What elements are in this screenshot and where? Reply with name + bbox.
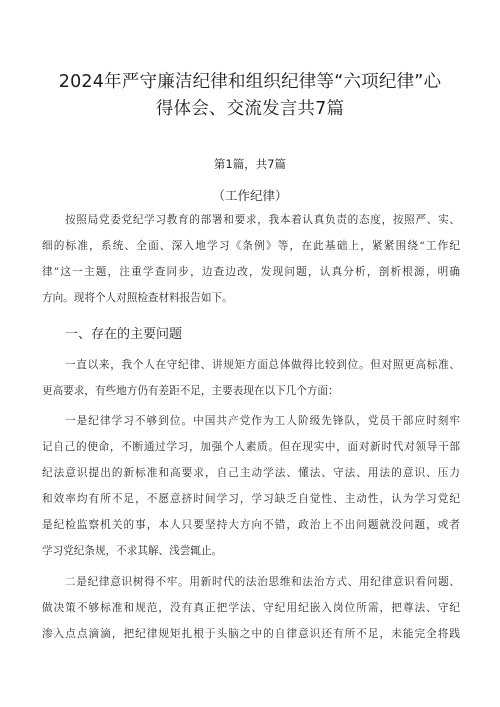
para2-line-4: 和效率均有所不足，不愿意挤时间学习，学习缺乏自觉性、主动性，认为学习党纪	[42, 493, 460, 505]
para2-line-6: 学习党纪条规，不求其解、浅尝辄止。	[42, 545, 223, 557]
document-title-line-1: 2024年严守廉洁纪律和组织纪律等“六项纪律”心	[58, 72, 442, 92]
para3-line-1: 二是纪律意识树得不牢。用新时代的法治思维和法治方式、用纪律意识看问题、	[65, 576, 460, 588]
para1-line-2: 更高要求，有些地方仍有差距不足，主要表现在以下几个方面：	[42, 385, 339, 397]
section-label: （工作纪律）	[212, 188, 288, 203]
intro-line-2: 细的标准，系统、全面、深入地学习《条例》等，在此基础上，紧紧围绕“工作纪	[42, 240, 460, 252]
para2-line-5: 是纪检监察机关的事，本人只要坚持大方向不错，政治上不出问题就没问题，或者	[42, 519, 460, 531]
para3-line-2: 做决策不够标准和规范，没有真正把学法、守纪用纪嵌入岗位所需，把尊法、守纪	[42, 602, 460, 614]
intro-line-3: 律”这一主题，注重学查同步，边查边改，发现问题，认真分析，剖析根源，明确	[42, 266, 460, 278]
section-heading-1: 一、存在的主要问题	[65, 327, 183, 342]
para2-line-1: 一是纪律学习不够到位。中国共产党作为工人阶级先锋队，党员干部应时刻牢	[65, 415, 460, 427]
intro-line-4: 方向。现将个人对照检查材料报告如下。	[42, 292, 233, 304]
intro-line-1: 按照局党委党纪学习教育的部署和要求，我本着认真负责的态度，按照严、实、	[65, 214, 460, 226]
para3-line-3: 渗入点点滴滴，把纪律规矩扎根于头脑之中的自律意识还有所不足，未能完全将践	[42, 628, 460, 640]
para1-line-1: 一直以来，我个人在守纪律、讲规矩方面总体做得比较到位。但对照更高标准、	[65, 359, 460, 371]
part-indicator: 第1篇，共7篇	[213, 157, 287, 171]
document-title-line-2: 得体会、交流发言共7篇	[155, 99, 345, 119]
para2-line-3: 纪法意识提出的新标准和高要求，自己主动学法、懂法、守法、用法的意识、压力	[42, 467, 460, 479]
para2-line-2: 记自己的使命，不断通过学习，加强个人素质。但在现实中，面对新时代对领导干部	[42, 441, 460, 453]
